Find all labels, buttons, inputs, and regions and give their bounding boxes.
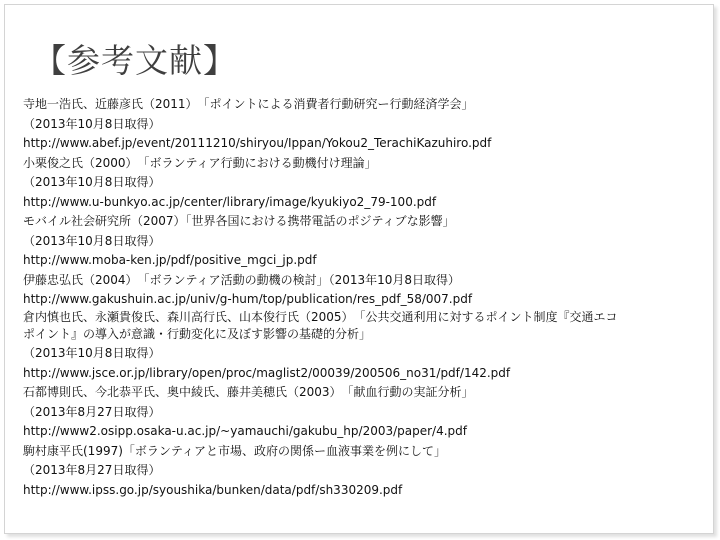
reference-line: 倉内慎也氏、永瀬貴俊氏、森川高行氏、山本俊行氏（2005） 「公共交通利用に対するポイント制度『交通エコ	[23, 309, 618, 324]
reference-line: モバイル社会研究所（2007）「世界各国における携帯電話のポジティブな影響」	[23, 214, 455, 228]
reference-line: 伊藤忠弘氏（2004） 「ボランティア活動の動機の検討」（2013年10月8日取得）	[23, 272, 461, 287]
reference-line: ポイント』の導入が意識・行動変化に及ぼす影響の基礎的分析」	[23, 326, 372, 341]
reference-line: （2013年10月8日取得）	[23, 233, 161, 248]
reference-line: （2013年10月8日取得）	[23, 346, 161, 360]
slide-title: 【参考文献】	[33, 41, 237, 80]
reference-line: 駒村康平氏(1997)「ボランティアと市場、政府の関係ー血液事業を例にして」	[23, 443, 446, 458]
reference-line: （2013年8月27日取得）	[23, 463, 161, 477]
reference-line: （2013年8月27日取得）	[23, 404, 161, 419]
reference-url: http://www.ipss.go.jp/syoushika/bunken/data/pdf/sh330209.pdf	[23, 482, 403, 497]
reference-list	[23, 95, 713, 500]
reference-line: 石都博則氏、今北恭平氏、奥中綾氏、藤井美穂氏（2003） 「献血行動の実証分析」	[23, 385, 474, 399]
reference-url: http://www.u-bunkyo.ac.jp/center/library/image/kyukiyo2_79-100.pdf	[23, 194, 437, 209]
reference-url: http://www.moba-ken.jp/pdf/positive_mgci_jp.pdf	[23, 253, 317, 267]
reference-line: 小栗俊之氏（2000） 「ボランティア行動における動機付け理論」	[23, 155, 377, 170]
reference-line: （2013年10月8日取得）	[23, 116, 161, 131]
reference-line: 寺地一浩氏、近藤彦氏（2011） 「ポイントによる消費者行動研究ー行動経済学会」	[23, 97, 474, 111]
reference-url: http://www.jsce.or.jp/library/open/proc/maglist2/00039/200506_no31/pdf/142.pdf	[23, 365, 511, 380]
reference-url: http://www.gakushuin.ac.jp/univ/g-hum/top/publication/res_pdf_58/007.pdf	[23, 292, 473, 306]
slide-frame	[4, 4, 714, 534]
reference-url: http://www.abef.jp/event/20111210/shiryou/Ippan/Yokou2_TerachiKazuhiro.pdf	[23, 136, 492, 150]
reference-line: （2013年10月8日取得）	[23, 175, 161, 189]
reference-url: http://www2.osipp.osaka-u.ac.jp/~yamauchi/gakubu_hp/2003/paper/4.pdf	[23, 424, 467, 438]
